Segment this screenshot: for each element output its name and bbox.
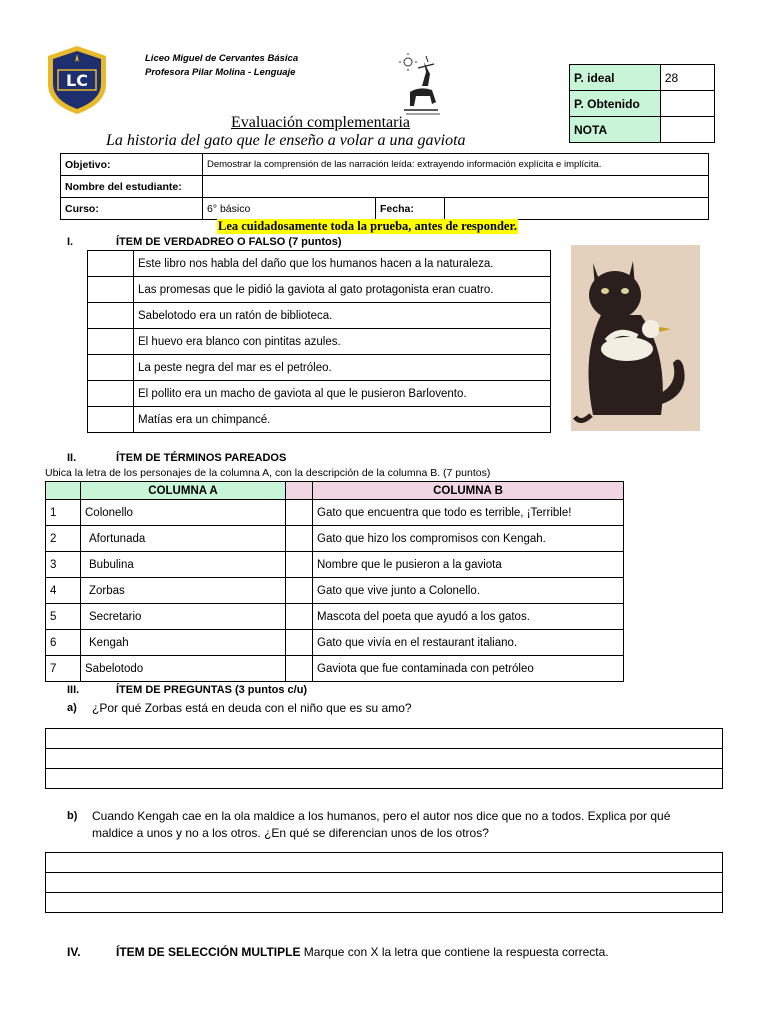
column-a-item: Sabelotodo xyxy=(81,656,286,682)
column-b-item: Gaviota que fue contaminada con petróleo xyxy=(313,656,624,682)
answer-cell[interactable] xyxy=(88,355,134,381)
ideal-points-label: P. ideal xyxy=(570,65,661,91)
column-a-item: Bubulina xyxy=(81,552,286,578)
table-row xyxy=(88,277,551,303)
question-a-text: ¿Por qué Zorbas está en deuda con el niño que es su amo? xyxy=(92,701,412,715)
answer-cell[interactable] xyxy=(88,251,134,277)
answer-line[interactable] xyxy=(46,769,723,789)
table-row xyxy=(88,355,551,381)
student-name-field[interactable] xyxy=(203,176,709,198)
grade-label: NOTA xyxy=(570,117,661,143)
date-label: Fecha: xyxy=(376,198,445,220)
statement-text: Sabelotodo era un ratón de biblioteca. xyxy=(134,303,551,329)
answer-cell[interactable] xyxy=(286,526,313,552)
page-subtitle: La historia del gato que le enseño a volar a una gaviota xyxy=(106,132,466,149)
section-4-title: ÍTEM DE SELECCIÓN MULTIPLE xyxy=(116,945,301,959)
matching-table xyxy=(45,481,624,682)
course-value: 6° básico xyxy=(203,198,376,220)
row-number: 3 xyxy=(46,552,81,578)
obtained-points-label: P. Obtenido xyxy=(570,91,661,117)
table-row xyxy=(46,630,624,656)
table-row xyxy=(46,526,624,552)
column-b-item: Gato que hizo los compromisos con Kengah. xyxy=(313,526,624,552)
answer-line[interactable] xyxy=(46,873,723,893)
school-name: Liceo Miguel de Cervantes Básica xyxy=(145,53,299,64)
objective-label: Objetivo: xyxy=(61,154,203,176)
column-a-item: Colonello xyxy=(81,500,286,526)
section-2-title: ÍTEM DE TÉRMINOS PAREADOS xyxy=(116,452,287,464)
section-1-title: ÍTEM DE VERDADREO O FALSO (7 puntos) xyxy=(116,236,342,248)
answer-cell[interactable] xyxy=(88,329,134,355)
table-row xyxy=(46,552,624,578)
column-b-item: Gato que vive junto a Colonello. xyxy=(313,578,624,604)
school-logo xyxy=(44,44,110,116)
row-number: 1 xyxy=(46,500,81,526)
logo-text: LC xyxy=(66,71,88,90)
column-b-item: Gato que vivía en el restaurant italiano. xyxy=(313,630,624,656)
column-a-item: Secretario xyxy=(81,604,286,630)
column-a-header: COLUMNA A xyxy=(81,482,286,500)
section-4-text: Marque con X la letra que contiene la respuesta correcta. xyxy=(300,945,609,959)
row-number: 7 xyxy=(46,656,81,682)
column-a-item: Zorbas xyxy=(81,578,286,604)
table-row xyxy=(46,604,624,630)
answer-cell[interactable] xyxy=(88,407,134,433)
answer-cell[interactable] xyxy=(286,578,313,604)
score-table xyxy=(569,64,715,143)
objective-value: Demostrar la comprensión de las narración leída: extrayendo información explícita e implícita. xyxy=(203,154,709,176)
column-b-item: Mascota del poeta que ayudó a los gatos. xyxy=(313,604,624,630)
grade-value[interactable] xyxy=(660,117,714,143)
answer-line[interactable] xyxy=(46,729,723,749)
answer-line[interactable] xyxy=(46,893,723,913)
answer-lines-a xyxy=(45,728,723,789)
question-b-letter: b) xyxy=(67,810,78,822)
column-b-item: Nombre que le pusieron a la gaviota xyxy=(313,552,624,578)
answer-cell[interactable] xyxy=(286,500,313,526)
answer-cell[interactable] xyxy=(286,630,313,656)
answer-cell[interactable] xyxy=(88,303,134,329)
statement-text: Matías era un chimpancé. xyxy=(134,407,551,433)
section-2-number: II. xyxy=(67,452,77,464)
section-2-instruction: Ubica la letra de los personajes de la columna A, con la descripción de la columna B. (7 puntos) xyxy=(45,467,491,479)
question-b-line-2: maldice a unos y no a los otros. ¿En qué se diferencian unos de los otros? xyxy=(92,826,489,840)
section-3-number: III. xyxy=(67,684,80,696)
answer-cell[interactable] xyxy=(88,381,134,407)
answer-cell[interactable] xyxy=(286,604,313,630)
statement-text: La peste negra del mar es el petróleo. xyxy=(134,355,551,381)
statement-text: Este libro nos habla del daño que los humanos hacen a la naturaleza. xyxy=(134,251,551,277)
table-row xyxy=(88,381,551,407)
obtained-points-value[interactable] xyxy=(660,91,714,117)
table-row xyxy=(88,329,551,355)
answer-cell[interactable] xyxy=(286,552,313,578)
table-row xyxy=(46,578,624,604)
question-a-letter: a) xyxy=(67,702,77,714)
row-number: 5 xyxy=(46,604,81,630)
section-1-number: I. xyxy=(67,236,74,248)
cat-and-seagull-illustration xyxy=(571,245,700,431)
table-row xyxy=(88,407,551,433)
column-b-item: Gato que encuentra que todo es terrible, ¡Terrible! xyxy=(313,500,624,526)
column-a-item: Afortunada xyxy=(81,526,286,552)
column-a-item: Kengah xyxy=(81,630,286,656)
date-field[interactable] xyxy=(445,198,709,220)
answer-line[interactable] xyxy=(46,853,723,873)
column-b-header: COLUMNA B xyxy=(313,482,624,500)
student-name-label: Nombre del estudiante: xyxy=(61,176,203,198)
row-number: 6 xyxy=(46,630,81,656)
table-row xyxy=(46,500,624,526)
table-row xyxy=(88,303,551,329)
course-label: Curso: xyxy=(61,198,203,220)
table-row xyxy=(46,656,624,682)
teacher-name: Profesora Pilar Molina - Lenguaje xyxy=(145,67,296,78)
section-3-title: ÍTEM DE PREGUNTAS (3 puntos c/u) xyxy=(116,684,308,696)
ideal-points-value: 28 xyxy=(660,65,714,91)
student-info-table xyxy=(60,153,709,220)
row-number: 2 xyxy=(46,526,81,552)
section-4-heading xyxy=(116,945,609,959)
answer-line[interactable] xyxy=(46,749,723,769)
true-false-table xyxy=(87,250,551,433)
question-b-line-1: Cuando Kengah cae en la ola maldice a los humanos, pero el autor nos dice que no a todos. Explica por qué xyxy=(92,809,671,823)
page-title: Evaluación complementaria xyxy=(231,114,411,131)
answer-cell[interactable] xyxy=(88,277,134,303)
section-4-number: IV. xyxy=(67,945,81,959)
don-quixote-sketch xyxy=(398,52,444,118)
statement-text: El huevo era blanco con pintitas azules. xyxy=(134,329,551,355)
statement-text: Las promesas que le pidió la gaviota al gato protagonista eran cuatro. xyxy=(134,277,551,303)
answer-lines-b xyxy=(45,852,723,913)
table-row xyxy=(88,251,551,277)
statement-text: El pollito era un macho de gaviota al que le pusieron Barlovento. xyxy=(134,381,551,407)
reading-instruction: Lea cuidadosamente toda la prueba, antes de responder. xyxy=(218,219,517,233)
row-number: 4 xyxy=(46,578,81,604)
answer-cell[interactable] xyxy=(286,656,313,682)
